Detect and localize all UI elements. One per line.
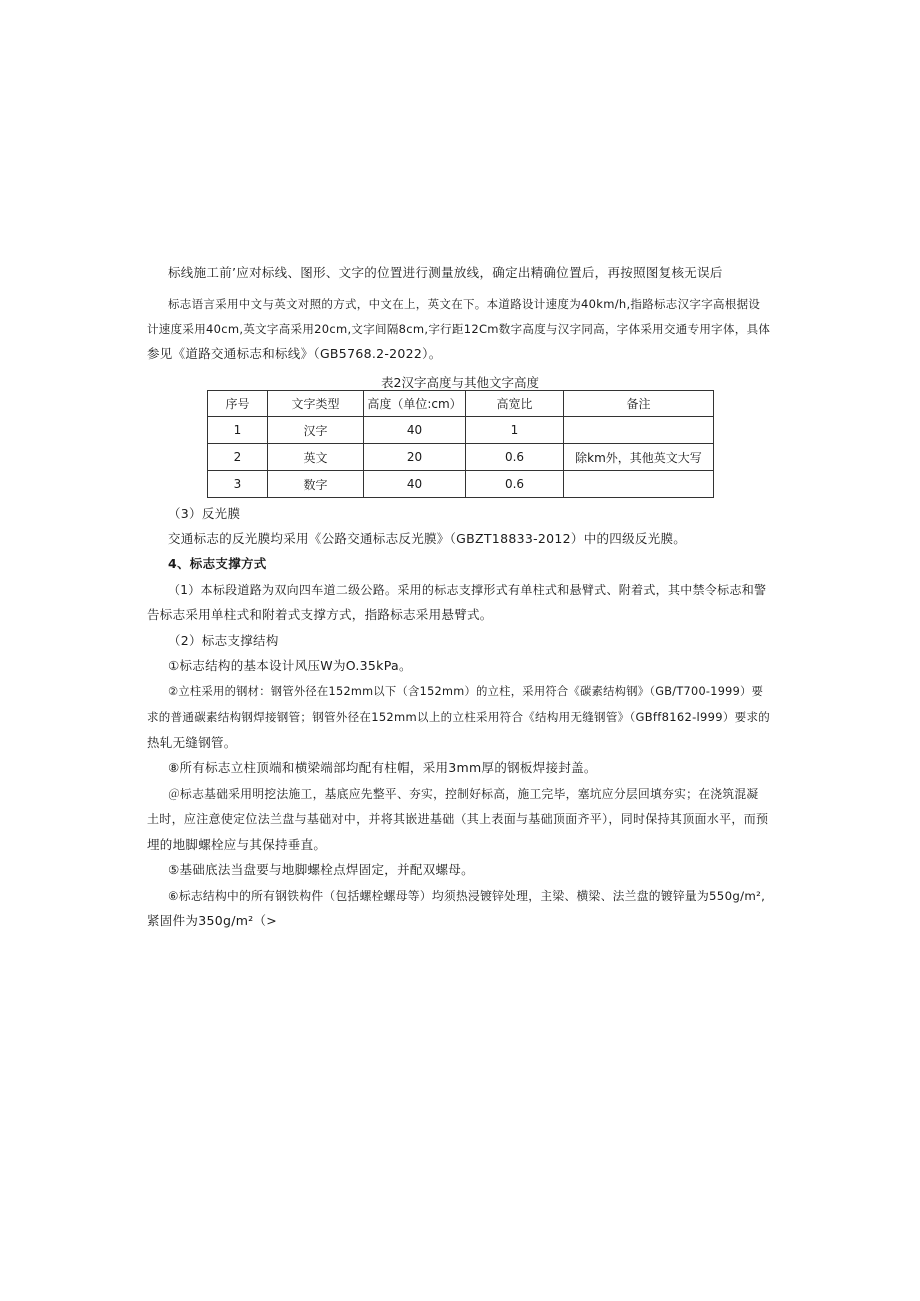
item-steel-line3: 热轧无缝钢管。 <box>147 735 237 750</box>
table-cell <box>564 471 714 498</box>
paragraph-sign-language-line2: 计速度采用40cm,英文字高采用20cm,文字间隔8cm,字行距12Cm数字高度与汉字同高，字体采用交通专用字体，具体 <box>147 322 771 336</box>
item-column-cap: ⑧所有标志立柱顶端和横梁端部均配有柱帽，采用3mm厚的钢板焊接封盖。 <box>168 760 597 775</box>
item-foundation-line1: ＠标志基础采用明挖法施工，基底应先整平、夯实，控制好标高，施工完毕，塞坑应分层回填夯实；在浇筑混凝 <box>168 787 759 801</box>
paragraph-sign-language-line3: 参见《道路交通标志和标线》（GB5768.2-2022）。 <box>147 346 442 361</box>
table-row <box>208 471 714 498</box>
support-structure-heading: （2）标志支撑结构 <box>168 633 279 648</box>
table-cell: 40 <box>364 471 466 498</box>
item-galvanizing-line2: 紧固件为350g/m²（> <box>147 913 278 928</box>
header-text-type: 文字类型 <box>268 391 364 417</box>
item-wind-pressure: ①标志结构的基本设计风压W为O.35kPa。 <box>168 658 412 673</box>
item-foundation-line2: 土时，应注意使定位法兰盘与基础对中，并将其嵌进基础（其上表面与基础顶面齐平），同时保持其顶面水平，而预 <box>147 812 769 826</box>
header-index: 序号 <box>208 391 268 417</box>
item-flange-welding: ⑤基础底法当盘要与地脚螺栓点焊固定，并配双螺母。 <box>168 862 474 877</box>
table-cell <box>564 417 714 444</box>
table-cell: 1 <box>466 417 564 444</box>
reflective-film-text: 交通标志的反光膜均采用《公路交通标志反光膜》（GBZT18833-2012）中的四级反光膜。 <box>168 531 687 546</box>
table-cell: 数字 <box>268 471 364 498</box>
support-type-line2: 告标志采用单柱式和附着式支撑方式，指路标志采用悬臂式。 <box>147 607 493 622</box>
support-type-line1: （1）本标段道路为双向四车道二级公路。采用的标志支撑形式有单柱式和悬臂式、附着式，其中禁令标志和警 <box>168 583 767 597</box>
table-cell: 英文 <box>268 444 364 471</box>
table-cell: 1 <box>208 417 268 444</box>
item-galvanizing-line1: ⑥标志结构中的所有钢铁构件（包括螺栓螺母等）均须热浸镀锌处理，主梁、横梁、法兰盘的镀锌量为550g/m², <box>168 889 766 903</box>
table-cell: 3 <box>208 471 268 498</box>
table-cell: 除km外，其他英文大写 <box>564 444 714 471</box>
table-row <box>208 417 714 444</box>
table-cell: 0.6 <box>466 471 564 498</box>
table-cell: 汉字 <box>268 417 364 444</box>
item-foundation-line3: 埋的地脚螺栓应与其保持垂直。 <box>147 837 327 852</box>
table-row <box>208 444 714 471</box>
table-cell: 2 <box>208 444 268 471</box>
paragraph-marking-construction: 标线施工前’应对标线、图形、文字的位置进行测量放线，确定出精确位置后，再按照图复核无误后 <box>168 265 723 280</box>
table-cell: 40 <box>364 417 466 444</box>
item-steel-line1: ②立柱采用的钢材：钢管外径在152mm以下（含152mm）的立柱，采用符合《碳素结构钢》（GB/T700-1999）要 <box>168 685 764 698</box>
paragraph-sign-language-line1: 标志语言采用中文与英文对照的方式，中文在上，英文在下。本道路设计速度为40km/h,指路标志汉字字高根据设 <box>168 297 761 311</box>
table-caption: 表2汉字高度与其他文字高度 <box>381 375 539 390</box>
header-height: 高度（单位:cm） <box>364 391 466 417</box>
header-aspect-ratio: 高宽比 <box>466 391 564 417</box>
character-height-table <box>207 390 714 498</box>
section-4-heading: 4、标志支撑方式 <box>168 556 267 571</box>
item-steel-line2: 求的普通碳素结构钢焊接钢管；钢管外径在152mm以上的立柱采用符合《结构用无缝钢管》（GBff8162-l999）要求的 <box>147 710 771 724</box>
table-header-row <box>208 391 714 417</box>
table-cell: 20 <box>364 444 466 471</box>
table-cell: 0.6 <box>466 444 564 471</box>
reflective-film-heading: （3）反光膜 <box>168 506 241 521</box>
header-remarks: 备注 <box>564 391 714 417</box>
